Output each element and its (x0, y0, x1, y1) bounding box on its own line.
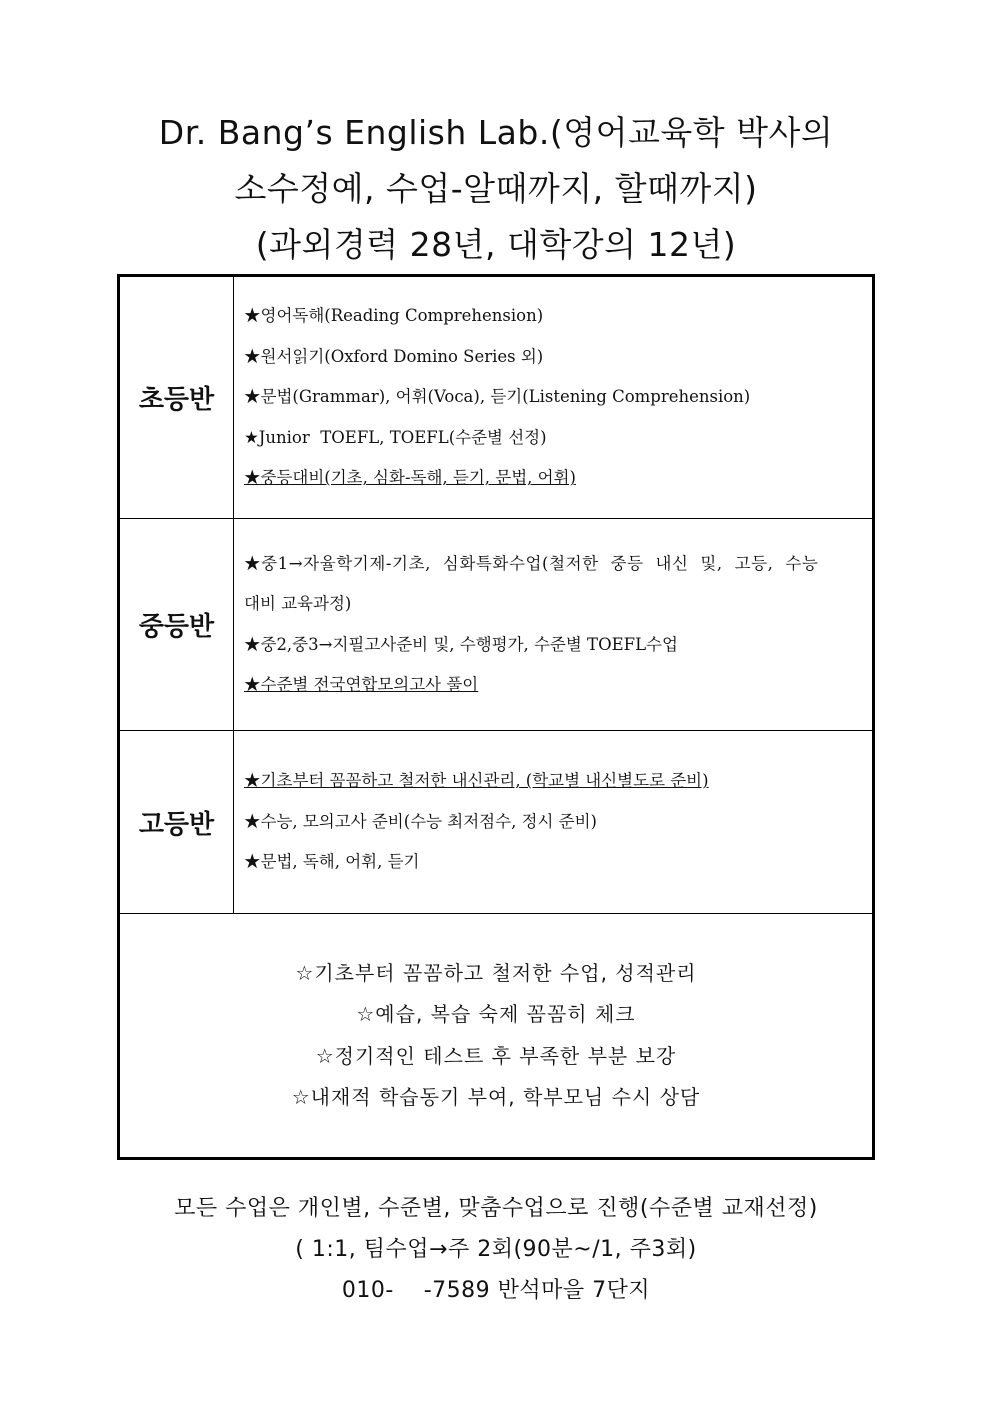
list-item: ★중2,중3→지필고사준비 및, 수행평가, 수준별 TOEFL수업 (244, 634, 678, 654)
curriculum-table (117, 274, 875, 1160)
list-item-text: ★수준별 전국연합모의고사 풀이 (244, 675, 479, 694)
list-item-text: ★기초부터 꼼꼼하고 철저한 내신관리, (학교별 내신별도로 준비) (244, 771, 709, 791)
list-item-underlined (244, 761, 864, 802)
footer-line-1: 모든 수업은 개인별, 수준별, 맞춤수업으로 진행(수준별 교재선정) (174, 1196, 818, 1221)
title-line-3: (과외경력 28년, 대학강의 12년) (255, 225, 737, 264)
benefit-item: ☆정기적인 테스트 후 부족한 부분 보강 (315, 1043, 677, 1068)
list-item: ★Junior TOEFL, TOEFL(수준별 선정) (244, 427, 547, 447)
list-item-continuation: 대비 교육과정) (244, 594, 352, 613)
table-row-high-school (120, 731, 872, 914)
list-item: ★중1→자율학기제-기초, 심화특화수업(철저한 중등 내신 및, 고등, 수능 (244, 553, 819, 573)
list-item-underlined (244, 665, 864, 706)
page-title (0, 105, 992, 273)
list-item: ★원서읽기(Oxford Domino Series 외) (244, 346, 544, 366)
class-items (244, 277, 864, 518)
class-label: 중등반 (120, 519, 234, 730)
list-item-underlined (244, 458, 864, 499)
list-item-text: ★중등대비(기초, 심화-독해, 듣기, 문법, 어휘) (244, 468, 576, 488)
class-items (244, 519, 864, 730)
list-item: ★문법(Grammar), 어휘(Voca), 듣기(Listening Comprehension) (244, 387, 751, 407)
title-line-2: 소수정예, 수업-알때까지, 할때까지) (234, 169, 758, 208)
benefit-item: ☆기초부터 꼼꼼하고 철저한 수업, 성적관리 (295, 960, 697, 985)
table-row-elementary (120, 277, 872, 519)
benefit-item: ☆예습, 복습 숙제 꼼꼼히 체크 (356, 1002, 636, 1026)
table-row-middle-school (120, 519, 872, 731)
benefit-item: ☆내재적 학습동기 부여, 학부모님 수시 상담 (291, 1085, 701, 1109)
title-line-1: Dr. Bang’s English Lab.(영어교육학 박사의 (158, 113, 834, 152)
footer-info (0, 1188, 992, 1311)
list-item: ★수능, 모의고사 준비(수능 최저점수, 정시 준비) (244, 811, 597, 831)
class-label: 초등반 (120, 277, 234, 518)
list-item: ★영어독해(Reading Comprehension) (244, 306, 544, 326)
footer-line-2: ( 1:1, 팀수업→주 2회(90분~/1, 주3회) (295, 1237, 697, 1262)
class-label: 고등반 (120, 731, 234, 913)
benefits-box (120, 914, 872, 1157)
contact-line: 010- -7589 반석마을 7단지 (341, 1278, 651, 1303)
class-items (244, 731, 864, 913)
list-item: ★문법, 독해, 어휘, 듣기 (244, 852, 420, 872)
